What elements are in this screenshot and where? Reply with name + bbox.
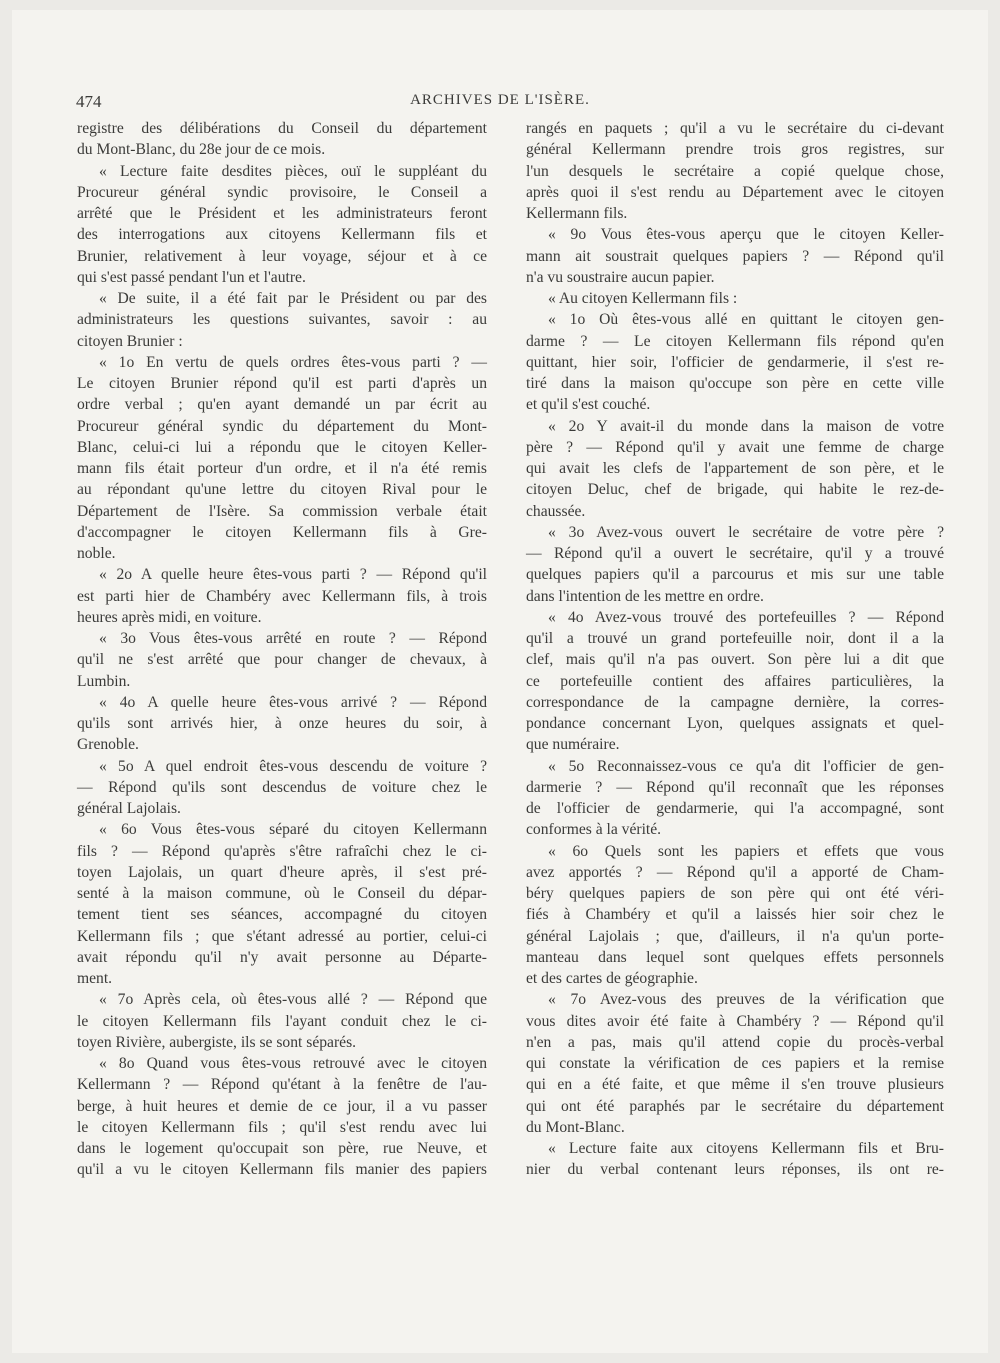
text-line: « Au citoyen Kellermann fils :	[548, 290, 738, 307]
text-line: « 4o Avez-vous trouvé des portefeuilles ? — Répond	[548, 608, 944, 626]
text-line: mann fils était porteur d'un ordre, et il n'a été remis	[77, 460, 487, 477]
text-line: darmerie ? — Répond qu'il reconnaît que les réponses	[526, 778, 944, 796]
text-line: est parti hier de Chambéry avec Kellermann fils, à trois	[77, 587, 487, 605]
text-line: « 8o Quand vous êtes-vous retrouvé avec le citoyen	[99, 1055, 487, 1072]
text-line: dans l'intention de les mettre en ordre.	[526, 587, 764, 605]
text-line: qu'il a vu le citoyen Kellermann fils manier des papiers	[77, 1161, 487, 1179]
text-line: fiés à Chambéry et qu'il a laissés hier soir chez le	[526, 906, 944, 924]
text-line: général Kellermann prendre trois gros registres, sur	[526, 141, 944, 159]
text-line: rangés en paquets ; qu'il a vu le secrétaire du ci-devant	[526, 120, 944, 137]
text-line: avait répondu qu'il n'y avait personne au Départe-	[77, 948, 487, 966]
text-line: « 4o A quelle heure êtes-vous arrivé ? — Répond	[99, 693, 487, 711]
text-line: heures après midi, en voiture.	[77, 608, 262, 626]
text-line: arrêté que le Président et les administrateurs feront	[77, 205, 487, 222]
text-line: noble.	[77, 545, 116, 562]
text-line: béry quelques papiers de son père qui ont été véri-	[526, 885, 944, 902]
text-line: ce portefeuille contient des affaires particulières, la	[526, 672, 944, 690]
text-line: Kellermann ? — Répond qu'étant à la fenêtre de l'au-	[77, 1076, 487, 1094]
text-line: Kellermann fils.	[526, 205, 628, 222]
text-line: « 5o Reconnaissez-vous ce qu'a dit l'officier de gen-	[548, 757, 944, 775]
text-line: darme ? — Le citoyen Kellermann fils répond qu'en	[526, 332, 944, 350]
text-line: le citoyen Kellermann fils l'ayant conduit chez le ci-	[77, 1012, 487, 1030]
text-line: « De suite, il a été fait par le Président ou par des	[99, 290, 487, 307]
text-line: Département de l'Isère. Sa commission verbale était	[77, 502, 487, 520]
text-line: registre des délibérations du Conseil du département	[77, 120, 487, 137]
text-line: Blanc, celui-ci lui a répondu que le citoyen Keller-	[77, 438, 487, 456]
text-line: général Lajolais.	[77, 800, 181, 817]
text-line: « 6o Quels sont les papiers et effets que vous	[548, 842, 944, 860]
text-line: des interrogations aux citoyens Kellermann fils et	[77, 226, 487, 244]
text-line: Brunier, relativement à leur voyage, séjour et à ce	[77, 247, 487, 265]
text-line: toyen Lajolais, un quart d'heure après, il s'est pré-	[77, 863, 487, 881]
text-line: après quoi il s'est rendu au Département avec le citoyen	[526, 183, 944, 201]
text-line: n'a vu soustraire aucun papier.	[526, 268, 715, 286]
text-line: berge, à huit heures et demie de ce jour, il a vu passer	[77, 1097, 487, 1115]
text-line: vous dites avoir été faite à Chambéry ? — Répond qu'il	[526, 1012, 944, 1030]
text-line: « Lecture faite desdites pièces, ouï le suppléant du	[99, 162, 487, 180]
text-line: le citoyen Kellermann fils ; qu'il s'est rendu avec lui	[77, 1118, 487, 1136]
text-line: quittant, hier soir, l'officier de gendarmerie, il s'est re-	[526, 353, 944, 371]
text-line: Le citoyen Brunier répond qu'il est parti d'après un	[77, 375, 487, 392]
text-line: qui en a été faite, et que même il s'en trouve plusieurs	[526, 1076, 944, 1094]
text-line: « 5o A quel endroit êtes-vous descendu de voiture ?	[99, 757, 487, 775]
page-number: 474	[76, 92, 102, 111]
text-line: Procureur général syndic du département du Mont-	[77, 417, 487, 435]
page-header	[0, 92, 1000, 114]
text-line: n'en a pas, mais qu'il attend copie du procès-verbal	[526, 1033, 944, 1051]
text-line: administrateurs les questions suivantes, savoir : au	[77, 311, 487, 329]
text-line: manteau dans lequel sont quelques effets personnels	[526, 948, 944, 966]
text-line: Kellermann fils ; que s'étant adressé au portier, celui-ci	[77, 927, 487, 945]
text-line: général Lajolais ; que, d'ailleurs, il n'a qu'un porte-	[526, 927, 944, 945]
text-line: qu'ils sont arrivés hier, à onze heures du soir, à	[77, 715, 487, 732]
text-line: et des cartes de géographie.	[526, 970, 698, 987]
text-line: citoyen Deluc, chef de brigade, qui habite le rez-de-	[526, 481, 944, 499]
text-line: « Lecture faite aux citoyens Kellermann fils et Bru-	[548, 1140, 944, 1157]
text-line: « 7o Avez-vous des preuves de la vérification que	[548, 991, 944, 1009]
text-line: senté à la maison commune, où le Conseil du dépar-	[77, 885, 487, 902]
text-line: « 6o Vous êtes-vous séparé du citoyen Kellermann	[99, 821, 487, 839]
text-line: fils ? — Répond qu'après s'être rafraîchi chez le ci-	[77, 842, 487, 860]
text-line: clef, mais qu'il n'a pas ouvert. Son père lui a dit que	[526, 651, 944, 669]
text-line: — Répond qu'il a ouvert le secrétaire, qu'il y a trouvé	[526, 545, 944, 562]
text-line: toyen Rivière, aubergiste, ils se sont séparés.	[77, 1033, 357, 1051]
text-line: qui ont été paraphés par le secrétaire du département	[526, 1097, 944, 1115]
text-line: ment.	[77, 970, 113, 987]
text-line: du Mont-Blanc.	[526, 1118, 625, 1136]
text-line: « 3o Avez-vous ouvert le secrétaire de votre père ?	[548, 523, 944, 541]
text-line: « 2o Y avait-il du monde dans la maison de votre	[548, 417, 944, 435]
text-line: au répondant qu'une lettre du citoyen Rival pour le	[77, 481, 487, 499]
running-head: ARCHIVES DE L'ISÈRE.	[410, 92, 590, 108]
text-line: Grenoble.	[77, 736, 139, 754]
text-line: pondance concernant Lyon, quelques assignats et quel-	[526, 715, 944, 732]
text-line: « 2o A quelle heure êtes-vous parti ? — Répond qu'il	[99, 566, 487, 584]
text-line: Procureur général syndic provisoire, le Conseil a	[77, 183, 487, 201]
text-line: « 7o Après cela, où êtes-vous allé ? — Répond que	[99, 991, 487, 1009]
text-line: qui avait les clefs de l'appartement de son père, et le	[526, 460, 944, 477]
text-line: conformes à la vérité.	[526, 821, 662, 839]
text-line: père ? — Répond qu'il y avait une femme de charge	[526, 438, 944, 456]
text-line: — Répond qu'ils sont descendus de voiture chez le	[77, 778, 487, 796]
text-line: de l'officier de gendarmerie, qui l'a accompagné, sont	[526, 800, 944, 817]
text-line: « 9o Vous êtes-vous aperçu que le citoyen Keller-	[548, 226, 944, 244]
text-line: tement tient ses séances, accompagné du citoyen	[77, 906, 487, 924]
text-line: du Mont-Blanc, du 28e jour de ce mois.	[77, 141, 326, 159]
text-line: avez apportés ? — Répond qu'il a apporté de Cham-	[526, 863, 944, 881]
text-line: qui constate la vérification de ces papiers et la remise	[526, 1055, 944, 1072]
text-line: que numéraire.	[526, 736, 620, 754]
text-line: tiré dans la maison qu'occupe son père en cette ville	[526, 375, 944, 392]
text-line: « 3o Vous êtes-vous arrêté en route ? — Répond	[99, 630, 487, 647]
text-line: « 1o Où êtes-vous allé en quittant le citoyen gen-	[548, 311, 944, 329]
text-line: quelques papiers qu'il a parcourus et mis sur une table	[526, 566, 944, 584]
text-line: et qu'il s'est couché.	[526, 396, 651, 414]
text-line: mann ait soustrait quelques papiers ? — Répond qu'il	[526, 247, 944, 265]
text-line: Lumbin.	[77, 672, 131, 690]
text-line: nier du verbal contenant leurs réponses, ils ont re-	[526, 1161, 944, 1179]
text-line: qui s'est passé pendant l'un et l'autre.	[77, 268, 306, 286]
text-line: dans le logement qu'occupait son père, rue Neuve, et	[77, 1140, 487, 1157]
text-line: chaussée.	[526, 502, 586, 520]
right-text-column	[526, 118, 944, 1181]
left-text-column	[77, 118, 487, 1181]
text-line: correspondance de la campagne dernière, la corres-	[526, 693, 944, 711]
text-line: citoyen Brunier :	[77, 332, 183, 350]
text-line: « 1o En vertu de quels ordres êtes-vous parti ? —	[99, 353, 487, 371]
text-line: d'accompagner le citoyen Kellermann fils à Gre-	[77, 523, 487, 541]
text-line: qu'il a trouvé un grand portefeuille noir, dont il a la	[526, 630, 944, 647]
text-line: l'un desquels le secrétaire a copié quelque chose,	[526, 162, 944, 180]
text-line: ordre verbal ; qu'en ayant demandé un par écrit au	[77, 396, 487, 414]
text-line: qu'il ne s'est arrêté que pour changer de chevaux, à	[77, 651, 487, 669]
